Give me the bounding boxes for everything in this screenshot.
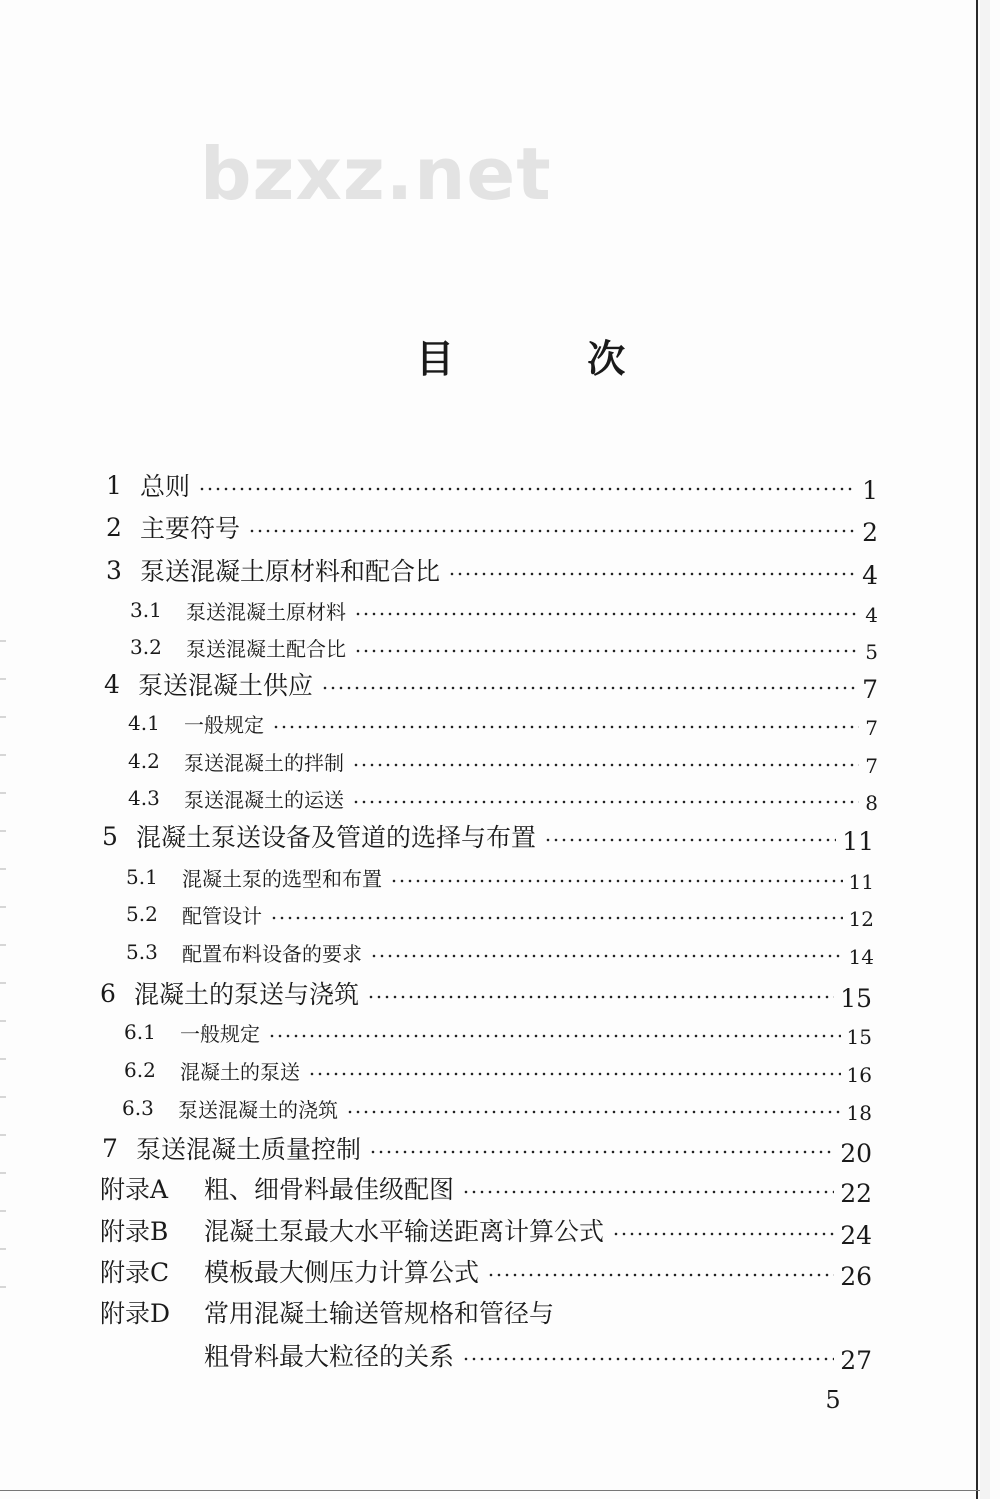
- toc-entry-page: 26: [840, 1261, 872, 1291]
- toc-entry-page: 5: [865, 640, 878, 664]
- toc-entry-page: 7: [865, 716, 878, 740]
- toc-entry-page: 15: [840, 983, 872, 1013]
- toc-entry-label: 一般规定: [184, 712, 264, 737]
- toc-entry-number: 4.2: [128, 749, 160, 773]
- toc-leader-dots: [367, 995, 834, 999]
- toc-entry-label: 混凝土泵送设备及管道的选择与布置: [136, 823, 537, 852]
- toc-entry-label: 配置布料设备的要求: [182, 941, 362, 966]
- toc-entry-label: 常用混凝土输送管规格和管径与: [204, 1299, 555, 1328]
- toc-entry-page: 4: [862, 560, 878, 590]
- toc-entry-label: 泵送混凝土供应: [138, 671, 314, 700]
- page-number: 5: [825, 1386, 841, 1414]
- toc-leader-dots: [198, 487, 856, 491]
- toc-leader-dots: [462, 1357, 834, 1361]
- toc-leader-dots: [487, 1273, 834, 1277]
- toc-entry-label: 泵送混凝土原材料: [186, 599, 346, 624]
- toc-leader-dots: [370, 954, 843, 958]
- toc-entry-number: 1: [106, 470, 122, 500]
- toc-entry-page: 24: [840, 1220, 872, 1250]
- toc-entry-label: 主要符号: [140, 514, 241, 543]
- toc-entry-number: 5.1: [126, 865, 158, 889]
- toc-entry-number: 附录A: [100, 1175, 169, 1204]
- toc-leader-dots: [352, 763, 859, 767]
- toc-entry-number: 3.2: [130, 635, 162, 659]
- toc-entry-number: 6.1: [124, 1020, 156, 1044]
- toc-entry-number: 4.3: [128, 786, 160, 810]
- toc-subentry[interactable]: [126, 857, 874, 897]
- toc-subentry[interactable]: [126, 894, 874, 934]
- toc-entry-page: 16: [846, 1063, 872, 1087]
- toc-entry-label: 泵送混凝土的拌制: [184, 750, 344, 775]
- page-title: 目 次: [416, 337, 686, 381]
- toc-leader-dots: [612, 1232, 834, 1236]
- toc-leader-dots: [354, 612, 859, 616]
- toc-subentry[interactable]: [122, 1088, 872, 1128]
- toc-leader-dots: [352, 800, 859, 804]
- toc-entry-label: 总则: [140, 472, 191, 501]
- toc-entry-number: 4.1: [128, 711, 160, 735]
- toc-subentry[interactable]: [128, 703, 878, 743]
- toc-entry[interactable]: [100, 973, 872, 1013]
- toc-entry-page: 22: [840, 1178, 872, 1208]
- toc-entry-number: 5.2: [126, 902, 158, 926]
- toc-subentry[interactable]: [126, 932, 874, 972]
- toc-entry-label: 混凝土泵的选型和布置: [182, 866, 382, 891]
- toc-entry[interactable]: [106, 550, 878, 590]
- toc-entry-label: 泵送混凝土的运送: [184, 787, 344, 812]
- toc-appendix-entry[interactable]: [100, 1210, 872, 1250]
- toc-leader-dots: [448, 572, 856, 576]
- toc-entry-page: 14: [848, 945, 874, 969]
- toc-entry-number: 4: [104, 669, 120, 699]
- toc-entry-number: 6.3: [122, 1096, 154, 1120]
- toc-leader-dots: [308, 1072, 841, 1076]
- toc-leader-dots: [268, 1034, 841, 1038]
- toc-entry-page: 27: [840, 1345, 872, 1375]
- toc-entry-number: 3.1: [130, 598, 162, 622]
- toc-entry-number: 6: [100, 978, 116, 1008]
- toc-leader-dots: [346, 1110, 841, 1114]
- toc-entry-page: 8: [865, 791, 878, 815]
- toc-entry-page: 20: [840, 1138, 872, 1168]
- toc-leader-dots: [390, 879, 843, 883]
- toc-leader-dots: [369, 1150, 834, 1154]
- toc-entry-number: 附录B: [100, 1217, 169, 1246]
- toc-entry-page: 18: [846, 1101, 872, 1125]
- toc-subentry[interactable]: [128, 741, 878, 781]
- toc-leader-dots: [544, 838, 836, 842]
- toc-entry-number: 3: [106, 555, 122, 585]
- toc-entry-number: 附录C: [100, 1258, 170, 1287]
- toc-entry-label: 泵送混凝土原材料和配合比: [140, 557, 441, 586]
- toc-entry-page: 4: [865, 603, 878, 627]
- toc-entry-label: 一般规定: [180, 1021, 260, 1046]
- toc-entry-label: 模板最大侧压力计算公式: [204, 1258, 480, 1287]
- toc-entry-page: 2: [862, 517, 878, 547]
- toc-entry-page: 11: [842, 826, 874, 856]
- toc-entry-page: 11: [848, 870, 874, 894]
- toc-entry-number: 5.3: [126, 940, 158, 964]
- toc-entry-label: 泵送混凝土配合比: [186, 636, 346, 661]
- toc-entry-label: 粗骨料最大粒径的关系: [204, 1342, 455, 1371]
- toc-subentry[interactable]: [130, 590, 878, 630]
- toc-entry-number: 5: [102, 821, 118, 851]
- toc-subentry[interactable]: [124, 1050, 872, 1090]
- toc-entry[interactable]: [102, 816, 874, 856]
- toc-entry[interactable]: [106, 465, 878, 505]
- toc-entry-label: 泵送混凝土质量控制: [136, 1135, 362, 1164]
- toc-entry-label: 泵送混凝土的浇筑: [178, 1097, 338, 1122]
- toc-subentry[interactable]: [124, 1012, 872, 1052]
- toc-appendix-entry[interactable]: [100, 1251, 872, 1291]
- toc-appendix-entry[interactable]: [100, 1168, 872, 1208]
- toc-appendix-entry-continued[interactable]: [100, 1335, 872, 1375]
- toc-entry[interactable]: [106, 507, 878, 547]
- toc-entry-number: 附录D: [100, 1299, 171, 1328]
- toc-appendix-entry[interactable]: [100, 1292, 872, 1332]
- toc-entry-label: 混凝土的泵送: [180, 1059, 300, 1084]
- toc-entry-label: 混凝土泵最大水平输送距离计算公式: [204, 1217, 605, 1246]
- toc-leader-dots: [270, 916, 843, 920]
- toc-entry-number: 7: [102, 1133, 118, 1163]
- toc-entry-page: 7: [862, 674, 878, 704]
- toc-entry[interactable]: [104, 664, 878, 704]
- toc-entry-label: 混凝土的泵送与浇筑: [134, 980, 360, 1009]
- toc-entry-page: 7: [865, 754, 878, 778]
- toc-leader-dots: [354, 649, 859, 653]
- toc-entry-number: 2: [106, 512, 122, 542]
- toc-subentry[interactable]: [128, 778, 878, 818]
- toc-entry-page: 15: [846, 1025, 872, 1049]
- toc-leader-dots: [462, 1190, 834, 1194]
- toc-entry-page: 1: [862, 475, 878, 505]
- toc-subentry[interactable]: [130, 627, 878, 667]
- toc-entry-number: 6.2: [124, 1058, 156, 1082]
- watermark: bzxz.net: [200, 132, 552, 216]
- toc-leader-dots: [272, 725, 859, 729]
- toc-leader-dots: [321, 686, 856, 690]
- toc-leader-dots: [248, 529, 856, 533]
- toc-entry-label: 配管设计: [182, 903, 262, 928]
- toc-entry-page: 12: [848, 907, 874, 931]
- toc-entry-label: 粗、细骨料最佳级配图: [204, 1175, 455, 1204]
- toc-entry[interactable]: [102, 1128, 872, 1168]
